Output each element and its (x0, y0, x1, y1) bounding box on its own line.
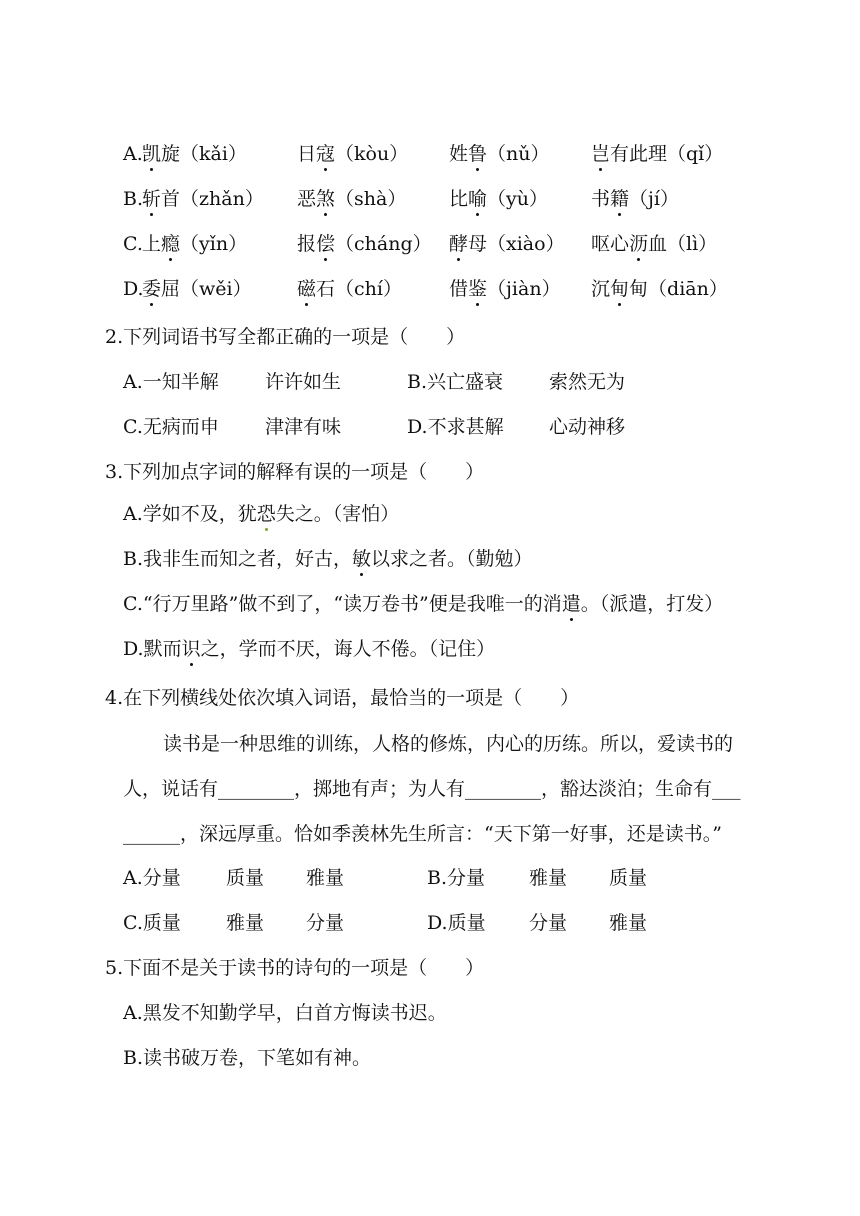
item-text: 有此理（qǐ） (610, 143, 724, 165)
option-text: 以求之者。（勤勉） (371, 548, 533, 570)
dotted-char: 敏 (352, 548, 372, 570)
dotted-char: 岂 (591, 143, 611, 165)
dotted-char: 磁 (297, 278, 317, 300)
item-text: （shà） (335, 188, 407, 210)
q4-option-d: D.质量 (427, 912, 486, 934)
dotted-char: 鲁 (468, 143, 488, 165)
q1-c-item-3 (449, 232, 565, 256)
q3-option-a (123, 502, 399, 526)
q1-option-a-label: A. (123, 143, 143, 165)
q1-d-item-1 (142, 277, 252, 301)
q1-c-item-4 (591, 232, 717, 256)
option-text: A.学如不及，犹 (123, 503, 257, 525)
q4-passage-line-1: 读书是一种思维的训练，人格的修炼，内心的历练。所以，爱读书的 (163, 733, 734, 755)
option-text: 失之。（害怕） (275, 503, 400, 525)
item-text: 沉 (591, 278, 611, 300)
q1-a-item-1 (142, 142, 247, 166)
q3-option-c (123, 592, 723, 616)
q5-option-a: A.黑发不知勤学早，白首方悔读书迟。 (123, 1002, 447, 1024)
q4-option-c: C.质量 (123, 912, 181, 934)
item-text: 血（lì） (648, 233, 718, 255)
q4-option-c-word-3: 分量 (306, 912, 345, 934)
dotted-char: 偿 (316, 233, 336, 255)
item-text: 借 (449, 278, 469, 300)
q1-d-item-4 (591, 277, 728, 301)
item-text: 母（xiào） (468, 233, 565, 255)
dotted-char: 甸 (610, 278, 630, 300)
q4-option-b-word-2: 雅量 (529, 867, 568, 889)
q2-option-d: D.不求甚解 (407, 416, 504, 438)
q2-option-c: C.无病而申 (123, 416, 219, 438)
q2-option-a: A.一知半解 (123, 371, 219, 393)
item-text: 姓 (449, 143, 469, 165)
q1-b-item-1 (142, 187, 264, 211)
q3-option-d (123, 637, 495, 661)
dotted-char: 喻 (468, 188, 488, 210)
option-text: 之，学而不厌，诲人不倦。（记住） (200, 638, 496, 660)
q2-option-d-word-2: 心动神移 (549, 416, 626, 438)
q5-stem: 5.下面不是关于读书的诗句的一项是（ ） (105, 957, 485, 979)
item-text: 比 (449, 188, 469, 210)
q1-a-item-2 (297, 142, 408, 166)
dotted-char: 寇 (316, 143, 336, 165)
item-text: 甸（diān） (629, 278, 728, 300)
item-text: 报 (297, 233, 317, 255)
option-text: D.默而 (123, 638, 182, 660)
q3-option-b (123, 547, 533, 571)
q1-b-item-2 (297, 187, 406, 211)
q4-stem: 4.在下列横线处依次填入词语，最恰当的一项是（ ） (105, 687, 580, 709)
q2-option-b-word-2: 索然无为 (549, 371, 626, 393)
item-text: 石（chí） (316, 278, 402, 300)
dotted-char: 识 (181, 638, 201, 660)
q1-c-item-2 (297, 232, 432, 256)
item-text: 首（zhǎn） (161, 188, 264, 210)
q4-option-a: A.分量 (123, 867, 181, 889)
q1-d-item-3 (449, 277, 561, 301)
item-text: 书 (591, 188, 611, 210)
dotted-char: 酵 (449, 233, 469, 255)
option-text: 。（派遣，打发） (580, 593, 724, 615)
option-text: B.我非生而知之者，好古， (123, 548, 353, 570)
dotted-char: 斩 (142, 188, 162, 210)
q4-option-c-word-2: 雅量 (226, 912, 265, 934)
dotted-char: 瘾 (161, 233, 181, 255)
item-text: 呕心 (591, 233, 630, 255)
item-text: 屈（wěi） (161, 278, 252, 300)
q2-option-b: B.兴亡盛衰 (407, 371, 504, 393)
q4-option-b-word-3: 质量 (609, 867, 648, 889)
item-text: 上 (142, 233, 162, 255)
dotted-char: 沥 (629, 233, 649, 255)
item-text: （yǐn） (180, 233, 248, 255)
item-text: （jí） (629, 188, 679, 210)
q4-passage-line-3: ______，深远厚重。恰如季羡林先生所言：“天下第一好事，还是读书。” (123, 823, 722, 845)
dotted-char: 籍 (610, 188, 630, 210)
q5-option-b: B.读书破万卷，下笔如有神。 (123, 1047, 372, 1069)
item-text: 旋（kǎi） (161, 143, 247, 165)
item-text: （cháng） (335, 233, 432, 255)
q1-a-item-4 (591, 142, 723, 166)
q1-d-item-2 (297, 277, 402, 301)
item-text: （yù） (487, 188, 549, 210)
option-text: C.“行万里路”做不到了，“读万卷书”便是我唯一的消 (123, 593, 562, 615)
item-text: （kòu） (335, 143, 409, 165)
dotted-char: 煞 (316, 188, 336, 210)
item-text: 日 (297, 143, 317, 165)
q1-c-item-1 (142, 232, 247, 256)
q1-option-c-label: C. (123, 233, 143, 255)
q1-option-b-label: B. (123, 188, 144, 210)
q2-option-a-word-2: 许许如生 (265, 371, 342, 393)
q4-option-a-word-3: 雅量 (306, 867, 345, 889)
q2-option-c-word-2: 津津有味 (265, 416, 342, 438)
item-text: （nǔ） (487, 143, 550, 165)
q4-option-a-word-2: 质量 (226, 867, 265, 889)
dotted-char: 遣 (561, 593, 581, 615)
q4-option-d-word-2: 分量 (529, 912, 568, 934)
q4-passage-line-2: 人，说话有________，掷地有声；为人有________，豁达淡泊；生命有___ (123, 778, 741, 800)
dotted-char: 凯 (142, 143, 162, 165)
q3-stem: 3.下列加点字词的解释有误的一项是（ ） (105, 461, 485, 483)
q4-option-d-word-3: 雅量 (609, 912, 648, 934)
q1-a-item-3 (449, 142, 550, 166)
q1-b-item-3 (449, 187, 548, 211)
dotted-char: 委 (142, 278, 162, 300)
q2-stem: 2.下列词语书写全都正确的一项是（ ） (105, 326, 466, 348)
dotted-char: 鉴 (468, 278, 488, 300)
item-text: 恶 (297, 188, 317, 210)
q1-option-d-label: D. (123, 278, 144, 300)
item-text: （jiàn） (487, 278, 561, 300)
dotted-char: 恐 (256, 503, 276, 525)
q1-b-item-4 (591, 187, 679, 211)
q4-option-b: B.分量 (427, 867, 486, 889)
